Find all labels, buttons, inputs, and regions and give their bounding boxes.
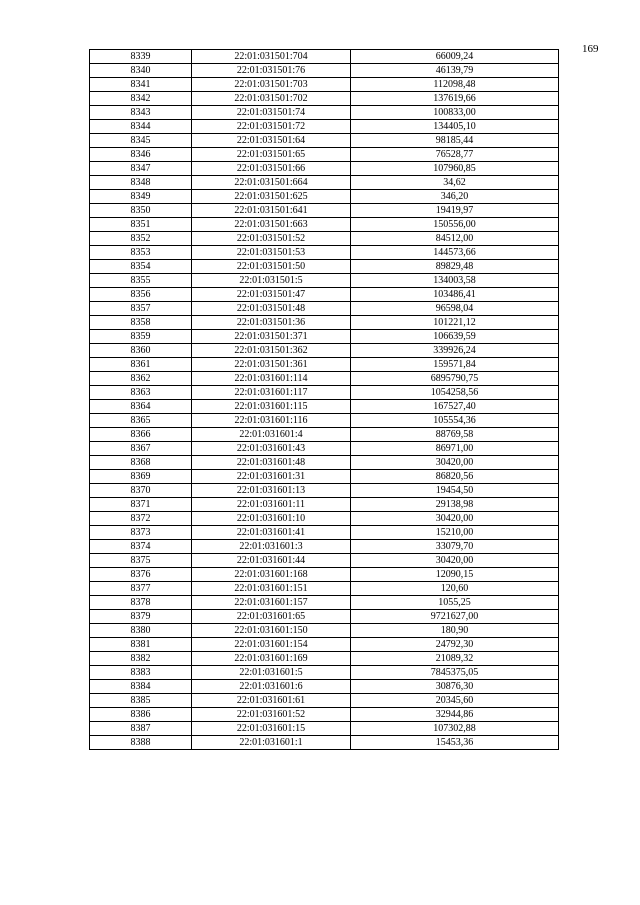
value-cell: 144573,66 xyxy=(351,246,559,260)
table-row xyxy=(90,470,559,484)
table-row xyxy=(90,582,559,596)
cadastral-number-cell: 22:01:031601:11 xyxy=(192,498,351,512)
table-row xyxy=(90,190,559,204)
row-number-cell: 8343 xyxy=(90,106,192,120)
value-cell: 103486,41 xyxy=(351,288,559,302)
cadastral-number-cell: 22:01:031501:66 xyxy=(192,162,351,176)
value-cell: 159571,84 xyxy=(351,358,559,372)
value-cell: 96598,04 xyxy=(351,302,559,316)
table-body xyxy=(90,50,559,750)
table-row xyxy=(90,624,559,638)
value-cell: 15453,36 xyxy=(351,736,559,750)
row-number-cell: 8368 xyxy=(90,456,192,470)
table-row xyxy=(90,134,559,148)
row-number-cell: 8351 xyxy=(90,218,192,232)
value-cell: 29138,98 xyxy=(351,498,559,512)
cadastral-number-cell: 22:01:031601:116 xyxy=(192,414,351,428)
row-number-cell: 8380 xyxy=(90,624,192,638)
row-number-cell: 8363 xyxy=(90,386,192,400)
cadastral-number-cell: 22:01:031501:65 xyxy=(192,148,351,162)
value-cell: 24792,30 xyxy=(351,638,559,652)
cadastral-number-cell: 22:01:031601:48 xyxy=(192,456,351,470)
cadastral-number-cell: 22:01:031601:151 xyxy=(192,582,351,596)
row-number-cell: 8365 xyxy=(90,414,192,428)
value-cell: 134003,58 xyxy=(351,274,559,288)
cadastral-number-cell: 22:01:031501:704 xyxy=(192,50,351,64)
table-row xyxy=(90,50,559,64)
row-number-cell: 8358 xyxy=(90,316,192,330)
cadastral-number-cell: 22:01:031501:48 xyxy=(192,302,351,316)
row-number-cell: 8356 xyxy=(90,288,192,302)
table-row xyxy=(90,736,559,750)
cadastral-number-cell: 22:01:031501:5 xyxy=(192,274,351,288)
table-row xyxy=(90,246,559,260)
cadastral-number-cell: 22:01:031601:13 xyxy=(192,484,351,498)
row-number-cell: 8346 xyxy=(90,148,192,162)
row-number-cell: 8373 xyxy=(90,526,192,540)
row-number-cell: 8362 xyxy=(90,372,192,386)
cadastral-number-cell: 22:01:031601:61 xyxy=(192,694,351,708)
table-row xyxy=(90,78,559,92)
cadastral-number-cell: 22:01:031501:664 xyxy=(192,176,351,190)
cadastral-number-cell: 22:01:031601:4 xyxy=(192,428,351,442)
row-number-cell: 8388 xyxy=(90,736,192,750)
table-row xyxy=(90,512,559,526)
value-cell: 120,60 xyxy=(351,582,559,596)
table-row xyxy=(90,288,559,302)
value-cell: 137619,66 xyxy=(351,92,559,106)
value-cell: 34,62 xyxy=(351,176,559,190)
table-row xyxy=(90,414,559,428)
table-row xyxy=(90,176,559,190)
cadastral-number-cell: 22:01:031601:168 xyxy=(192,568,351,582)
row-number-cell: 8386 xyxy=(90,708,192,722)
cadastral-number-cell: 22:01:031601:44 xyxy=(192,554,351,568)
cadastral-number-cell: 22:01:031501:362 xyxy=(192,344,351,358)
page-number: 169 xyxy=(582,43,599,55)
table-row xyxy=(90,666,559,680)
cadastral-number-cell: 22:01:031501:371 xyxy=(192,330,351,344)
row-number-cell: 8360 xyxy=(90,344,192,358)
value-cell: 167527,40 xyxy=(351,400,559,414)
row-number-cell: 8377 xyxy=(90,582,192,596)
value-cell: 30420,00 xyxy=(351,456,559,470)
value-cell: 76528,77 xyxy=(351,148,559,162)
cadastral-number-cell: 22:01:031601:3 xyxy=(192,540,351,554)
cadastral-number-cell: 22:01:031501:36 xyxy=(192,316,351,330)
value-cell: 134405,10 xyxy=(351,120,559,134)
table-row xyxy=(90,204,559,218)
row-number-cell: 8371 xyxy=(90,498,192,512)
table-row xyxy=(90,554,559,568)
row-number-cell: 8382 xyxy=(90,652,192,666)
value-cell: 89829,48 xyxy=(351,260,559,274)
value-cell: 21089,32 xyxy=(351,652,559,666)
cadastral-number-cell: 22:01:031501:47 xyxy=(192,288,351,302)
row-number-cell: 8342 xyxy=(90,92,192,106)
value-cell: 32944,86 xyxy=(351,708,559,722)
table-row xyxy=(90,428,559,442)
table-row xyxy=(90,106,559,120)
row-number-cell: 8364 xyxy=(90,400,192,414)
row-number-cell: 8355 xyxy=(90,274,192,288)
cadastral-number-cell: 22:01:031501:50 xyxy=(192,260,351,274)
value-cell: 15210,00 xyxy=(351,526,559,540)
table-row xyxy=(90,694,559,708)
row-number-cell: 8375 xyxy=(90,554,192,568)
table-row xyxy=(90,148,559,162)
row-number-cell: 8340 xyxy=(90,64,192,78)
value-cell: 84512,00 xyxy=(351,232,559,246)
value-cell: 9721627,00 xyxy=(351,610,559,624)
value-cell: 6895790,75 xyxy=(351,372,559,386)
cadastral-number-cell: 22:01:031601:65 xyxy=(192,610,351,624)
value-cell: 107302,88 xyxy=(351,722,559,736)
value-cell: 20345,60 xyxy=(351,694,559,708)
cadastral-number-cell: 22:01:031501:53 xyxy=(192,246,351,260)
value-cell: 19454,50 xyxy=(351,484,559,498)
table-row xyxy=(90,92,559,106)
table-row xyxy=(90,708,559,722)
table-row xyxy=(90,260,559,274)
cadastral-number-cell: 22:01:031601:117 xyxy=(192,386,351,400)
table-row xyxy=(90,372,559,386)
cadastral-number-cell: 22:01:031601:114 xyxy=(192,372,351,386)
value-cell: 30420,00 xyxy=(351,512,559,526)
row-number-cell: 8384 xyxy=(90,680,192,694)
cadastral-number-cell: 22:01:031601:31 xyxy=(192,470,351,484)
row-number-cell: 8369 xyxy=(90,470,192,484)
row-number-cell: 8354 xyxy=(90,260,192,274)
cadastral-number-cell: 22:01:031501:74 xyxy=(192,106,351,120)
table-row xyxy=(90,568,559,582)
row-number-cell: 8357 xyxy=(90,302,192,316)
cadastral-number-cell: 22:01:031601:157 xyxy=(192,596,351,610)
cadastral-number-cell: 22:01:031501:663 xyxy=(192,218,351,232)
value-cell: 1054258,56 xyxy=(351,386,559,400)
row-number-cell: 8339 xyxy=(90,50,192,64)
value-cell: 66009,24 xyxy=(351,50,559,64)
value-cell: 46139,79 xyxy=(351,64,559,78)
value-cell: 106639,59 xyxy=(351,330,559,344)
table-row xyxy=(90,330,559,344)
table-row xyxy=(90,162,559,176)
cadastral-number-cell: 22:01:031601:154 xyxy=(192,638,351,652)
cadastral-number-cell: 22:01:031601:41 xyxy=(192,526,351,540)
cadastral-number-cell: 22:01:031501:641 xyxy=(192,204,351,218)
cadastral-number-cell: 22:01:031501:703 xyxy=(192,78,351,92)
value-cell: 7845375,05 xyxy=(351,666,559,680)
row-number-cell: 8361 xyxy=(90,358,192,372)
value-cell: 180,90 xyxy=(351,624,559,638)
table-row xyxy=(90,652,559,666)
value-cell: 105554,36 xyxy=(351,414,559,428)
cadastral-number-cell: 22:01:031601:15 xyxy=(192,722,351,736)
value-cell: 88769,58 xyxy=(351,428,559,442)
value-cell: 19419,97 xyxy=(351,204,559,218)
cadastral-number-cell: 22:01:031601:43 xyxy=(192,442,351,456)
value-cell: 86820,56 xyxy=(351,470,559,484)
row-number-cell: 8367 xyxy=(90,442,192,456)
value-cell: 30420,00 xyxy=(351,554,559,568)
cadastral-number-cell: 22:01:031601:52 xyxy=(192,708,351,722)
value-cell: 346,20 xyxy=(351,190,559,204)
cadastral-number-cell: 22:01:031601:169 xyxy=(192,652,351,666)
table-row xyxy=(90,386,559,400)
row-number-cell: 8352 xyxy=(90,232,192,246)
row-number-cell: 8348 xyxy=(90,176,192,190)
cadastral-number-cell: 22:01:031501:76 xyxy=(192,64,351,78)
cadastral-number-cell: 22:01:031601:1 xyxy=(192,736,351,750)
row-number-cell: 8370 xyxy=(90,484,192,498)
table-row xyxy=(90,232,559,246)
cadastral-number-cell: 22:01:031601:10 xyxy=(192,512,351,526)
row-number-cell: 8349 xyxy=(90,190,192,204)
value-cell: 1055,25 xyxy=(351,596,559,610)
value-cell: 86971,00 xyxy=(351,442,559,456)
row-number-cell: 8359 xyxy=(90,330,192,344)
value-cell: 98185,44 xyxy=(351,134,559,148)
row-number-cell: 8385 xyxy=(90,694,192,708)
table-row xyxy=(90,484,559,498)
table-row xyxy=(90,456,559,470)
row-number-cell: 8379 xyxy=(90,610,192,624)
table-row xyxy=(90,344,559,358)
row-number-cell: 8341 xyxy=(90,78,192,92)
value-cell: 150556,00 xyxy=(351,218,559,232)
table-row xyxy=(90,218,559,232)
table-row xyxy=(90,442,559,456)
value-cell: 339926,24 xyxy=(351,344,559,358)
cadastral-number-cell: 22:01:031601:6 xyxy=(192,680,351,694)
table-row xyxy=(90,400,559,414)
cadastral-number-cell: 22:01:031501:72 xyxy=(192,120,351,134)
table-row xyxy=(90,526,559,540)
cadastral-number-cell: 22:01:031501:52 xyxy=(192,232,351,246)
row-number-cell: 8347 xyxy=(90,162,192,176)
value-cell: 12090,15 xyxy=(351,568,559,582)
cadastral-number-cell: 22:01:031601:5 xyxy=(192,666,351,680)
table-row xyxy=(90,596,559,610)
value-cell: 100833,00 xyxy=(351,106,559,120)
table-row xyxy=(90,498,559,512)
cadastral-value-table xyxy=(89,49,559,750)
table-row xyxy=(90,610,559,624)
table-row xyxy=(90,316,559,330)
row-number-cell: 8378 xyxy=(90,596,192,610)
value-cell: 33079,70 xyxy=(351,540,559,554)
value-cell: 112098,48 xyxy=(351,78,559,92)
row-number-cell: 8366 xyxy=(90,428,192,442)
cadastral-number-cell: 22:01:031501:361 xyxy=(192,358,351,372)
row-number-cell: 8381 xyxy=(90,638,192,652)
table-row xyxy=(90,120,559,134)
value-cell: 30876,30 xyxy=(351,680,559,694)
cadastral-number-cell: 22:01:031501:702 xyxy=(192,92,351,106)
row-number-cell: 8387 xyxy=(90,722,192,736)
table-row xyxy=(90,638,559,652)
row-number-cell: 8376 xyxy=(90,568,192,582)
table-row xyxy=(90,274,559,288)
value-cell: 107960,85 xyxy=(351,162,559,176)
table-row xyxy=(90,64,559,78)
cadastral-number-cell: 22:01:031501:625 xyxy=(192,190,351,204)
table-row xyxy=(90,540,559,554)
row-number-cell: 8344 xyxy=(90,120,192,134)
cadastral-number-cell: 22:01:031501:64 xyxy=(192,134,351,148)
table-row xyxy=(90,302,559,316)
row-number-cell: 8345 xyxy=(90,134,192,148)
cadastral-number-cell: 22:01:031601:150 xyxy=(192,624,351,638)
row-number-cell: 8372 xyxy=(90,512,192,526)
table-row xyxy=(90,358,559,372)
row-number-cell: 8383 xyxy=(90,666,192,680)
row-number-cell: 8374 xyxy=(90,540,192,554)
value-cell: 101221,12 xyxy=(351,316,559,330)
row-number-cell: 8353 xyxy=(90,246,192,260)
table-row xyxy=(90,680,559,694)
cadastral-number-cell: 22:01:031601:115 xyxy=(192,400,351,414)
row-number-cell: 8350 xyxy=(90,204,192,218)
table-row xyxy=(90,722,559,736)
